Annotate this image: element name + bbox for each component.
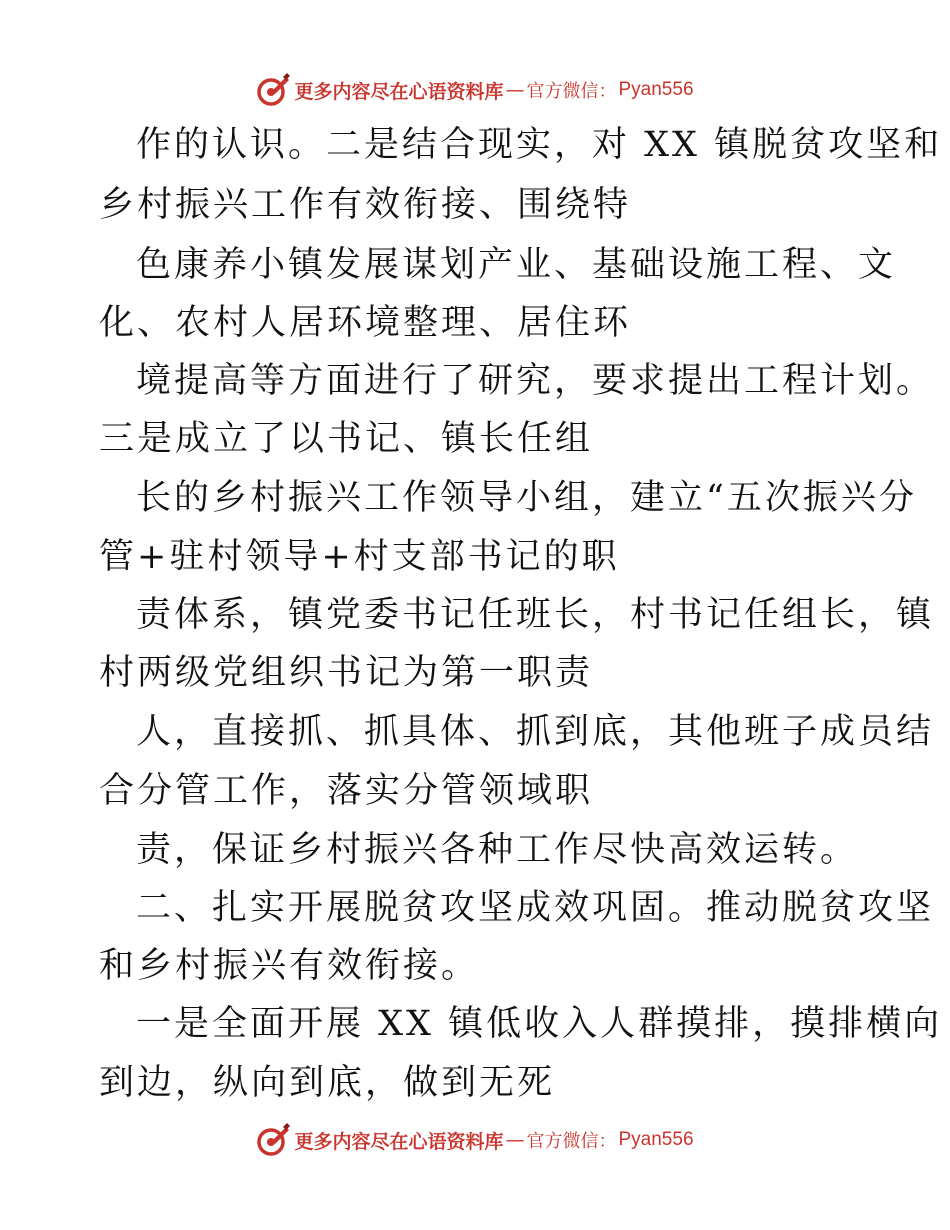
text-line: 村两级党组织书记为第一职责 (99, 653, 594, 693)
watermark-wechat-id: Pyan556 (618, 1129, 694, 1150)
watermark-separator: — (505, 1129, 525, 1151)
pen-nib-logo-icon (256, 1123, 290, 1157)
text-line: 乡村振兴工作有效衔接、围绕特 (99, 185, 632, 225)
text-line: 管+驻村领导+村支部书记的职 (99, 537, 620, 577)
watermark-separator: — (505, 79, 525, 101)
text-line: 人，直接抓、抓具体、抓到底，其他班子成员结 (136, 712, 935, 752)
text-line: 和乡村振兴有效衔接。 (99, 946, 480, 986)
text-line: 境提高等方面进行了研究，要求提出工程计划。 (136, 361, 935, 401)
text-line: 到边，纵向到底，做到无死 (99, 1063, 556, 1103)
watermark-official-label: 官方微信： (526, 1131, 617, 1152)
text-line: 责，保证乡村振兴各种工作尽快高效运转。 (136, 830, 859, 870)
watermark-wechat-id: Pyan556 (618, 79, 694, 100)
text-line: 化、农村人居环境整理、居住环 (99, 303, 632, 343)
watermark-text: 更多内容尽在心语资料库 (294, 80, 504, 103)
text-line: 作的认识。二是结合现实，对 XX 镇脱贫攻坚和 (136, 125, 943, 165)
text-line: 责体系，镇党委书记任班长，村书记任组长，镇 (136, 595, 935, 635)
text-line: 色康养小镇发展谋划产业、基础设施工程、文 (136, 245, 897, 285)
text-line: 三是成立了以书记、镇长任组 (99, 419, 594, 459)
watermark-official-label: 官方微信： (526, 81, 617, 102)
text-line: 长的乡村振兴工作领导小组，建立“五次振兴分 (136, 478, 917, 518)
footer-watermark-banner (0, 1120, 950, 1160)
watermark-text: 更多内容尽在心语资料库 (294, 1130, 504, 1153)
text-line: 合分管工作，落实分管领域职 (99, 771, 594, 811)
text-line: 二、扎实开展脱贫攻坚成效巩固。推动脱贫攻坚 (136, 888, 935, 928)
text-line: 一是全面开展 XX 镇低收入人群摸排，摸排横向 (136, 1004, 943, 1044)
